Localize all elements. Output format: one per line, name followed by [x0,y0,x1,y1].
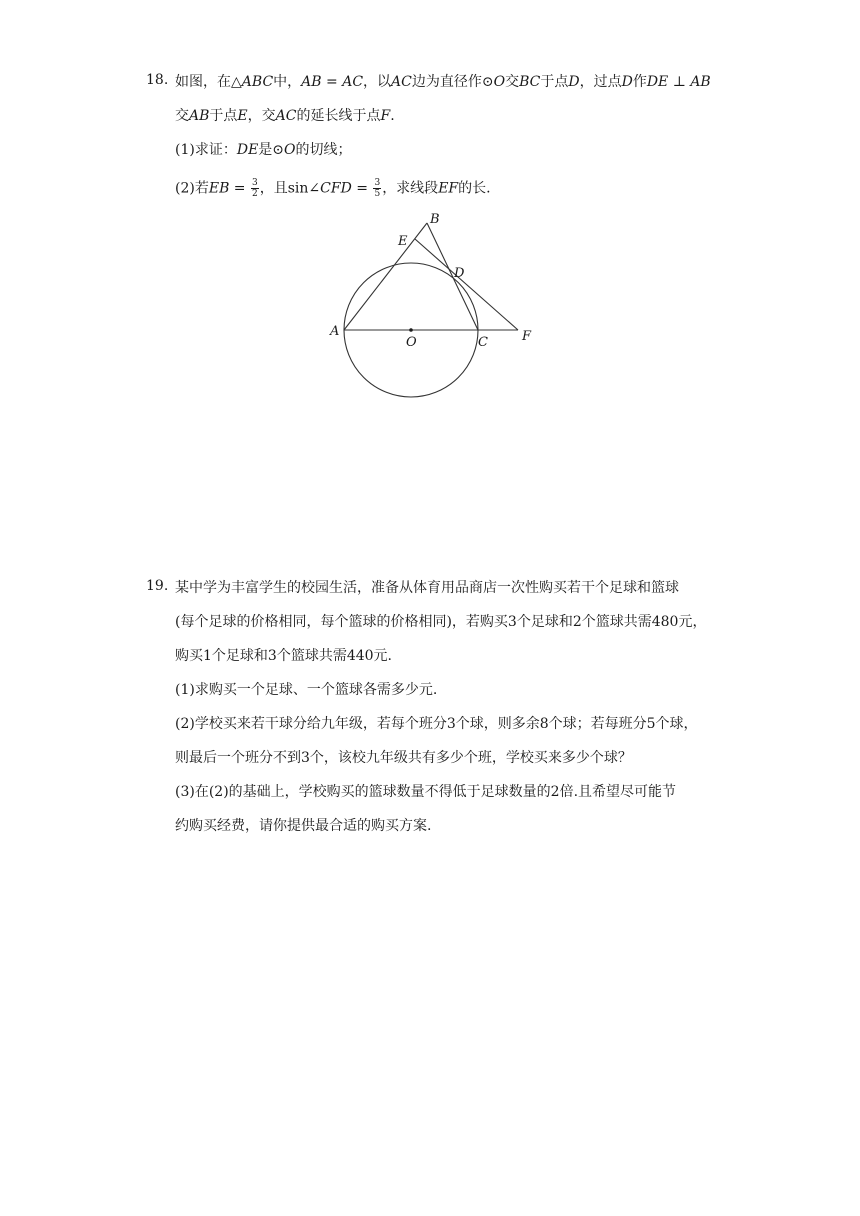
label-a: A [330,324,340,339]
question-18-stem-line-1: 如图，在△ABC中，AB = AC，以AC边为直径作⊙O交BC于点D，过点D作DE ⊥ AB [175,74,711,90]
question-18-part-1: (1)求证：DE是⊙O的切线； [175,142,352,158]
question-19-stem-line-1: 某中学为丰富学生的校园生活，准备从体育用品商店一次性购买若干个足球和篮球 [175,580,679,596]
label-e: E [398,234,408,249]
question-19-part-1: (1)求购买一个足球、一个篮球各需多少元. [175,682,438,698]
question-19-part-2-line-2: 则最后一个班分不到3个，该校九年级共有多少个班，学校买来多少个球？ [175,750,632,766]
question-18-number: 18. [146,72,169,88]
question-19-stem-line-2: (每个足球的价格相同，每个篮球的价格相同)，若购买3个足球和2个篮球共需480元， [175,614,707,630]
fraction-three-fifths: $\frac{3}{5}$ [374,178,381,199]
center-point-o [409,328,413,332]
question-18-part-2: (2)若EB = $\frac{3}{2}$ ，且sin∠CFD = $\frac{3}{5}$ ，求线段EF的长. [175,178,491,199]
label-f: F [522,329,532,344]
fraction-three-halves: $\frac{3}{2}$ [252,178,258,199]
question-19-part-3-line-1: (3)在(2)的基础上，学校购买的篮球数量不得低于足球数量的2倍.且希望尽可能节 [175,784,677,800]
label-o: O [406,335,417,350]
label-c: C [478,335,488,350]
label-b: B [430,212,440,227]
question-19-stem-line-3: 购买1个足球和3个篮球共需440元. [175,648,392,664]
line-ab [344,223,427,330]
geometry-figure [320,208,550,408]
line-ef [415,239,518,330]
label-d: D [454,266,465,281]
line-bc [427,223,478,330]
question-18-stem-line-2: 交AB于点E，交AC的延长线于点F. [175,108,395,124]
question-19-part-2-line-1: (2)学校买来若干球分给九年级，若每个班分3个球，则多余8个球；若每班分5个球， [175,716,698,732]
question-19-part-3-line-2: 约购买经费，请你提供最合适的购买方案. [175,818,432,834]
question-19-number: 19. [146,578,169,594]
